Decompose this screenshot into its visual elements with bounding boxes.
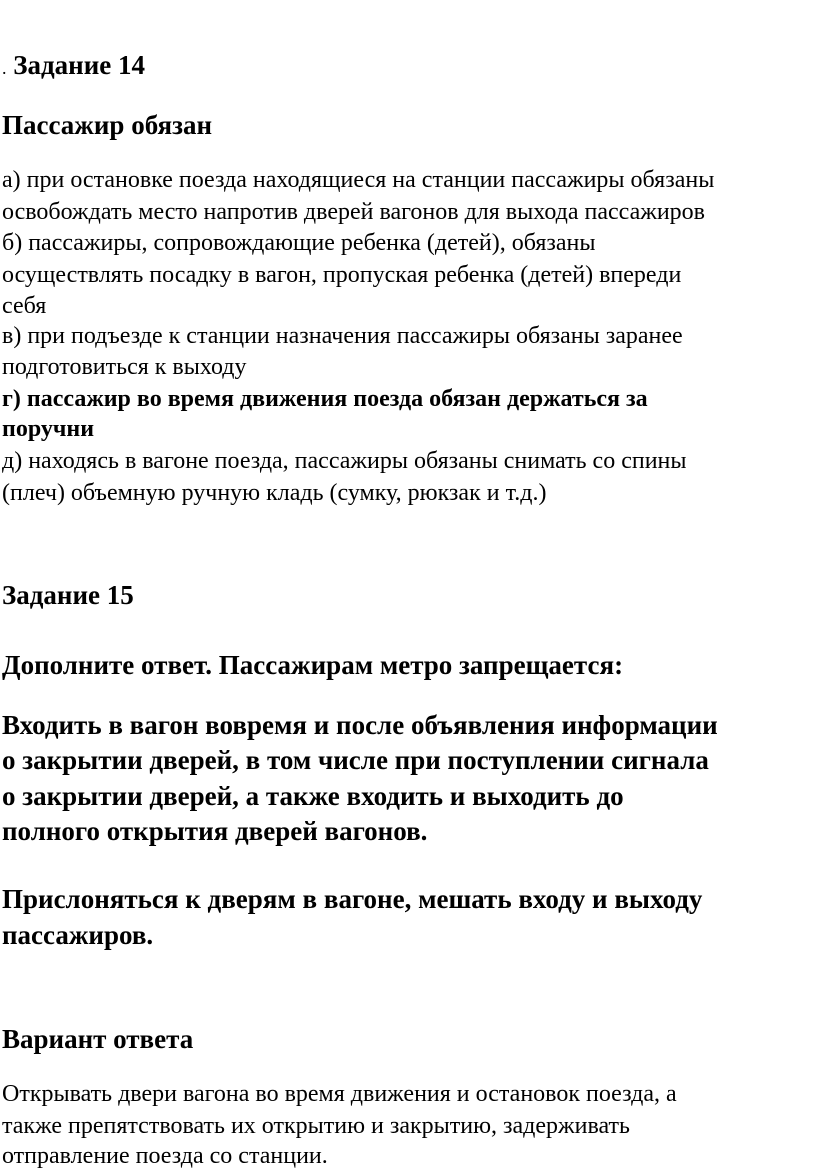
task14-correct-answer: поручни (2, 416, 95, 442)
task14-bullet: . (2, 58, 7, 78)
task15-prompt: Дополните ответ. Пассажирам метро запрещается: (2, 650, 624, 680)
task14-correct-answer: г) пассажир во время движения поезда обязан держаться за (2, 386, 648, 412)
task14-line: освобождать место напротив дверей вагонов для выхода пассажиров (2, 199, 706, 225)
task15-para1-line: о закрытии дверей, в том числе при поступлении сигнала (2, 745, 709, 775)
task15-title: Задание 15 (2, 580, 134, 610)
task14-line: подготовиться к выходу (2, 354, 247, 380)
task14-line: себя (2, 293, 47, 319)
task14-line: б) пассажиры, сопровождающие ребенка (детей), обязаны (2, 230, 596, 256)
task15-para1-line: Входить в вагон вовремя и после объявления информации (2, 710, 718, 740)
task14-line: осуществлять посадку в вагон, пропуская ребенка (детей) впереди (2, 262, 682, 288)
task15-para1-line: полного открытия дверей вагонов. (2, 816, 428, 846)
answer-line: также препятствовать их открытию и закрытию, задерживать (2, 1113, 630, 1139)
answer-title: Вариант ответа (2, 1024, 194, 1054)
task14-line: д) находясь в вагоне поезда, пассажиры обязаны снимать со спины (2, 448, 687, 474)
task14-title: Задание 14 (13, 50, 146, 80)
task14-heading (2, 50, 145, 81)
answer-line: Открывать двери вагона во время движения и остановок поезда, а (2, 1081, 677, 1107)
task15-para2-line: Прислоняться к дверям в вагоне, мешать входу и выходу (2, 884, 703, 914)
task14-line: в) при подъезде к станции назначения пассажиры обязаны заранее (2, 323, 683, 349)
task14-subtitle: Пассажир обязан (2, 110, 213, 140)
answer-line: отправление поезда со станции. (2, 1143, 328, 1169)
task14-line: а) при остановке поезда находящиеся на станции пассажиры обязаны (2, 167, 715, 193)
task15-para1-line: о закрытии дверей, а также входить и выходить до (2, 781, 624, 811)
task14-line: (плеч) объемную ручную кладь (сумку, рюкзак и т.д.) (2, 480, 547, 506)
task15-para2-line: пассажиров. (2, 920, 154, 950)
